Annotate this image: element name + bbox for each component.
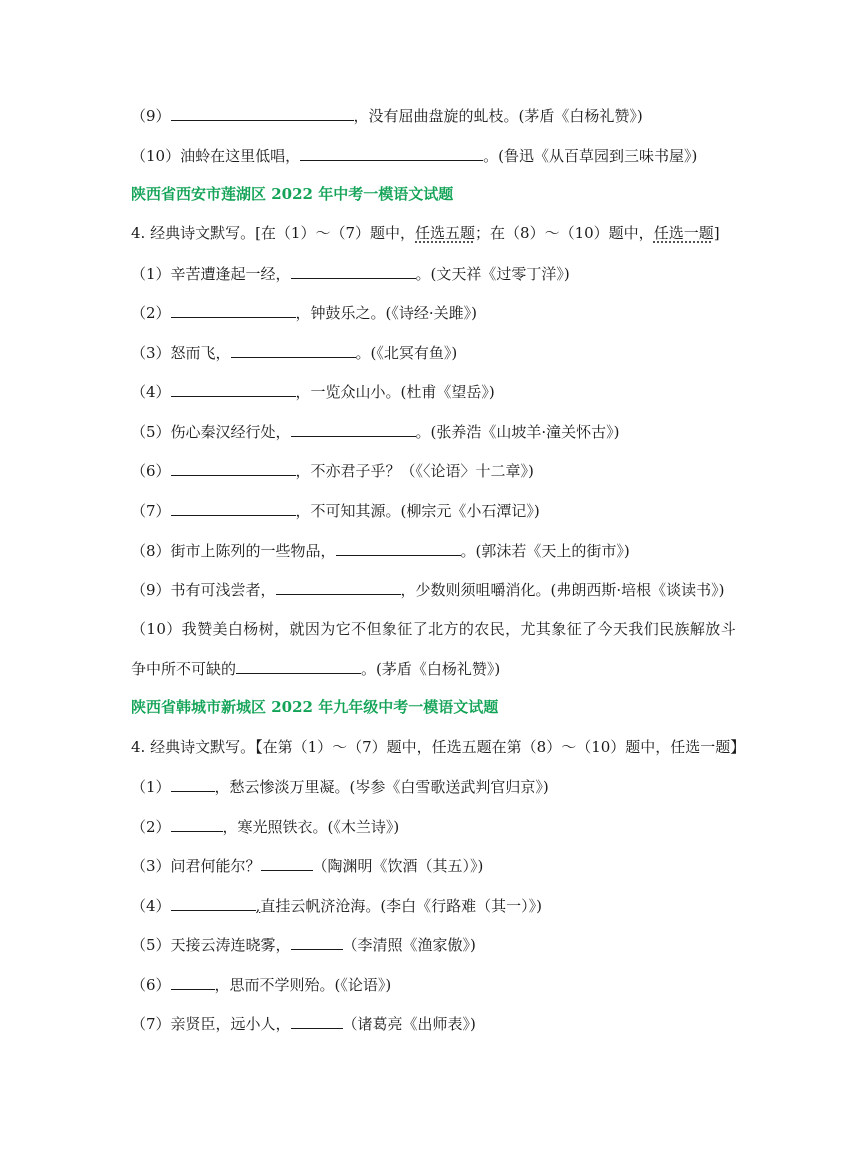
question-item [131, 342, 457, 363]
question-text: 4. 经典诗文默写。[在（1）～（7）题中， [131, 224, 416, 242]
item-suffix: ，寒光照铁衣。(《木兰诗》) [222, 818, 400, 836]
item-prefix: （2） [131, 304, 171, 322]
emphasis-text: 任选五题 [415, 224, 476, 242]
item-suffix: ，一览众山小。(杜甫《望岳》) [295, 383, 495, 401]
question-item [131, 579, 725, 600]
answer-blank[interactable] [171, 460, 296, 476]
question-heading [131, 223, 720, 243]
answer-blank[interactable] [171, 381, 296, 397]
answer-blank[interactable] [336, 540, 461, 556]
answer-blank[interactable] [291, 1013, 343, 1029]
item-prefix: （9） [131, 107, 171, 125]
answer-blank[interactable] [291, 421, 416, 437]
item-suffix: ，不可知其源。(柳宗元《小石潭记》) [295, 502, 540, 520]
item-suffix: （陶渊明《饮酒（其五）》) [312, 857, 484, 875]
item-prefix: （1）辛苦遭逢起一经， [131, 265, 291, 283]
item-prefix: （5）伤心秦汉经行处， [131, 423, 291, 441]
question-item-10-line1: （10）我赞美白杨树，就因为它不但象征了北方的农民，尤其象征了今天我们民族解放斗 [131, 620, 737, 638]
question-item [131, 540, 630, 561]
item-prefix: （7） [131, 502, 171, 520]
answer-blank[interactable] [300, 145, 483, 161]
item-prefix: （6） [131, 462, 171, 480]
question-text: ；在（8）～（10）题中， [475, 224, 654, 242]
item-prefix: （9）书有可浅尝者， [131, 581, 276, 599]
item-suffix: （李清照《渔家傲》) [342, 936, 476, 954]
question-text: ] [713, 224, 720, 242]
item-suffix: 。(茅盾《白杨礼赞》) [361, 660, 501, 678]
question-item-10-line2 [131, 658, 500, 679]
comma-mark: , [255, 897, 261, 915]
answer-blank[interactable] [171, 302, 296, 318]
answer-blank[interactable] [276, 579, 401, 595]
item-suffix: 。(张养浩《山坡羊·潼关怀古》) [415, 423, 620, 441]
item-prefix: （4） [131, 383, 171, 401]
item-suffix: 。(鲁迅《从百草园到三味书屋》) [483, 147, 698, 165]
section-title: 陕西省韩城市新城区 2022 年九年级中考一模语文试题 [131, 698, 499, 716]
item-prefix: （1） [131, 778, 171, 796]
question-item [131, 895, 542, 916]
item-prefix: （10）油蛉在这里低唱， [131, 147, 301, 165]
answer-blank[interactable] [261, 855, 313, 871]
section-title: 陕西省西安市莲湖区 2022 年中考一模语文试题 [131, 185, 454, 203]
item-prefix: （7）亲贤臣，远小人， [131, 1015, 291, 1033]
answer-blank[interactable] [231, 342, 356, 358]
question-item [131, 263, 570, 284]
question-item [131, 974, 391, 995]
item-prefix: （3）怒而飞， [131, 344, 231, 362]
answer-blank[interactable] [171, 974, 215, 990]
question-item [131, 421, 620, 442]
answer-blank[interactable] [171, 105, 354, 121]
answer-blank[interactable] [171, 895, 256, 911]
item-suffix: 直挂云帆济沧海。(李白《行路难（其一）》) [260, 897, 543, 915]
item-suffix: 。(文天祥《过零丁洋》) [415, 265, 570, 283]
question-item [131, 816, 399, 837]
item-suffix: ，思而不学则殆。(《论语》) [214, 976, 392, 994]
question-item-9 [131, 105, 643, 126]
question-item [131, 776, 549, 797]
question-item [131, 1013, 476, 1034]
answer-blank[interactable] [291, 263, 416, 279]
item-prefix: （8）街市上陈列的一些物品， [131, 542, 336, 560]
item-suffix: ，没有屈曲盘旋的虬枝。(茅盾《白杨礼赞》) [353, 107, 643, 125]
answer-blank[interactable] [171, 500, 296, 516]
item-prefix: 争中所不可缺的 [131, 660, 237, 678]
item-suffix: ，钟鼓乐之。(《诗经·关雎》) [295, 304, 478, 322]
item-suffix: ，不亦君子乎？（《〈论语〉十二章》) [295, 462, 534, 480]
question-item [131, 855, 483, 876]
item-suffix: ，愁云惨淡万里凝。(岑参《白雪歌送武判官归京》) [214, 778, 549, 796]
item-suffix: （诸葛亮《出师表》) [342, 1015, 476, 1033]
answer-blank[interactable] [171, 776, 215, 792]
answer-blank[interactable] [171, 816, 223, 832]
answer-blank[interactable] [236, 658, 361, 674]
item-prefix: （5）天接云涛连晓雾， [131, 936, 291, 954]
answer-blank[interactable] [291, 934, 343, 950]
question-item [131, 500, 540, 521]
question-item-10 [131, 145, 697, 166]
question-item [131, 302, 477, 323]
item-suffix: 。(郭沫若《天上的街市》) [460, 542, 630, 560]
question-item [131, 381, 495, 402]
item-prefix: （6） [131, 976, 171, 994]
item-suffix: 。(《北冥有鱼》) [355, 344, 458, 362]
question-item [131, 934, 476, 955]
emphasis-text: 任选一题 [653, 224, 714, 242]
item-prefix: （2） [131, 818, 171, 836]
item-prefix: （4） [131, 897, 171, 915]
item-prefix: （3）问君何能尔？ [131, 857, 261, 875]
question-heading: 4. 经典诗文默写。【在第（1）～（7）题中，任选五题在第（8）～（10）题中，任选一题】 [131, 738, 746, 756]
question-item [131, 460, 534, 481]
item-suffix: ，少数则须咀嚼消化。(弗朗西斯·培根《谈读书》) [400, 581, 725, 599]
